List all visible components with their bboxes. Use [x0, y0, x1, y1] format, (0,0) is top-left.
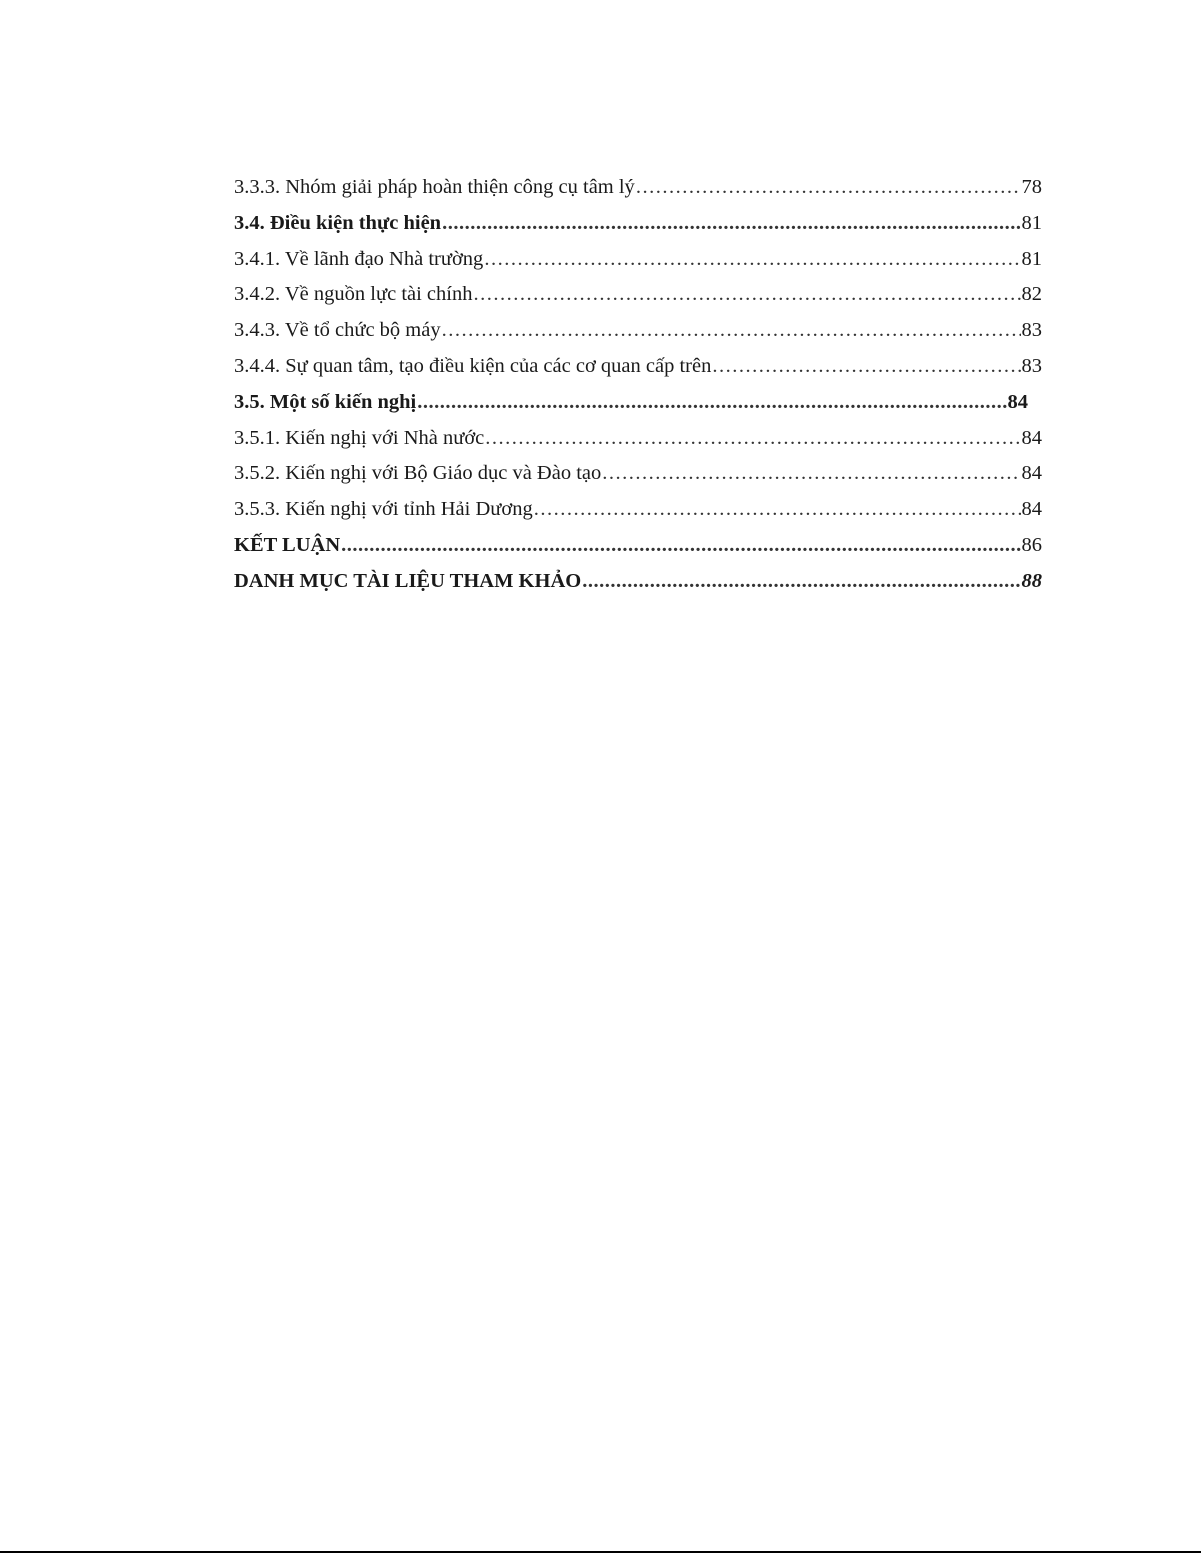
toc-entry-title: 3.4.3. Về tổ chức bộ máy — [234, 319, 441, 342]
toc-entry — [234, 283, 1042, 319]
toc-entry-title: 3.4.1. Về lãnh đạo Nhà trường — [234, 247, 484, 270]
toc-dot-leader — [712, 355, 1020, 378]
toc-dot-leader — [341, 534, 1020, 557]
toc-entry-title: DANH MỤC TÀI LIỆU THAM KHẢO — [234, 569, 582, 592]
toc-entry-page: 84 — [1021, 462, 1042, 485]
toc-entry-title: 3.3.3. Nhóm giải pháp hoàn thiện công cụ tâm lý — [234, 176, 635, 198]
toc-entry-title: 3.5.2. Kiến nghị với Bộ Giáo dục và Đào tạo — [234, 462, 602, 485]
toc-entry-page: 83 — [1021, 319, 1042, 342]
toc-entry — [234, 212, 1042, 248]
toc-dot-leader — [417, 391, 1006, 414]
toc-entry-page: 81 — [1021, 211, 1042, 234]
toc-entry-page: 84 — [1021, 498, 1042, 521]
toc-entry — [234, 355, 1042, 391]
toc-dot-leader — [636, 176, 1021, 199]
page-bottom-rule — [0, 1551, 1201, 1553]
toc-entry — [234, 391, 1042, 427]
toc-entry-title: 3.5. Một số kiến nghị — [234, 390, 417, 413]
toc-entry-title: 3.4. Điều kiện thực hiện — [234, 211, 442, 234]
toc-dot-leader — [442, 212, 1020, 235]
toc-entry — [234, 534, 1042, 570]
toc-entry — [234, 176, 1042, 212]
toc-entry-page: 84 — [1021, 426, 1042, 449]
toc-entry-title: KẾT LUẬN — [234, 533, 341, 556]
toc-entry — [234, 319, 1042, 355]
toc-entry-title: 3.5.3. Kiến nghị với tỉnh Hải Dương — [234, 498, 533, 521]
toc-entry-title: 3.4.2. Về nguồn lực tài chính — [234, 283, 473, 306]
toc-dot-leader — [485, 427, 1020, 450]
toc-entry-title: 3.5.1. Kiến nghị với Nhà nước — [234, 426, 485, 449]
toc-entry-page: 86 — [1021, 533, 1042, 556]
toc-dot-leader — [534, 498, 1021, 521]
toc-entry-page: 78 — [1021, 176, 1042, 198]
toc-entry-page: 88 — [1021, 569, 1042, 592]
toc-entry — [234, 498, 1042, 534]
toc-entry-page: 83 — [1021, 354, 1042, 377]
toc-dot-leader — [473, 283, 1020, 306]
table-of-contents — [234, 176, 1042, 606]
toc-entry — [234, 427, 1042, 463]
toc-entry — [234, 248, 1042, 284]
toc-entry-page: 84 — [1007, 390, 1028, 413]
toc-dot-leader — [582, 570, 1020, 593]
toc-dot-leader — [442, 319, 1021, 342]
toc-dot-leader — [602, 462, 1020, 485]
toc-entry — [234, 570, 1042, 606]
toc-entry — [234, 462, 1042, 498]
toc-entry-title: 3.4.4. Sự quan tâm, tạo điều kiện của các cơ quan cấp trên — [234, 354, 712, 377]
toc-dot-leader — [484, 248, 1020, 271]
toc-entry-page: 82 — [1021, 283, 1042, 306]
toc-entry-page: 81 — [1021, 247, 1042, 270]
